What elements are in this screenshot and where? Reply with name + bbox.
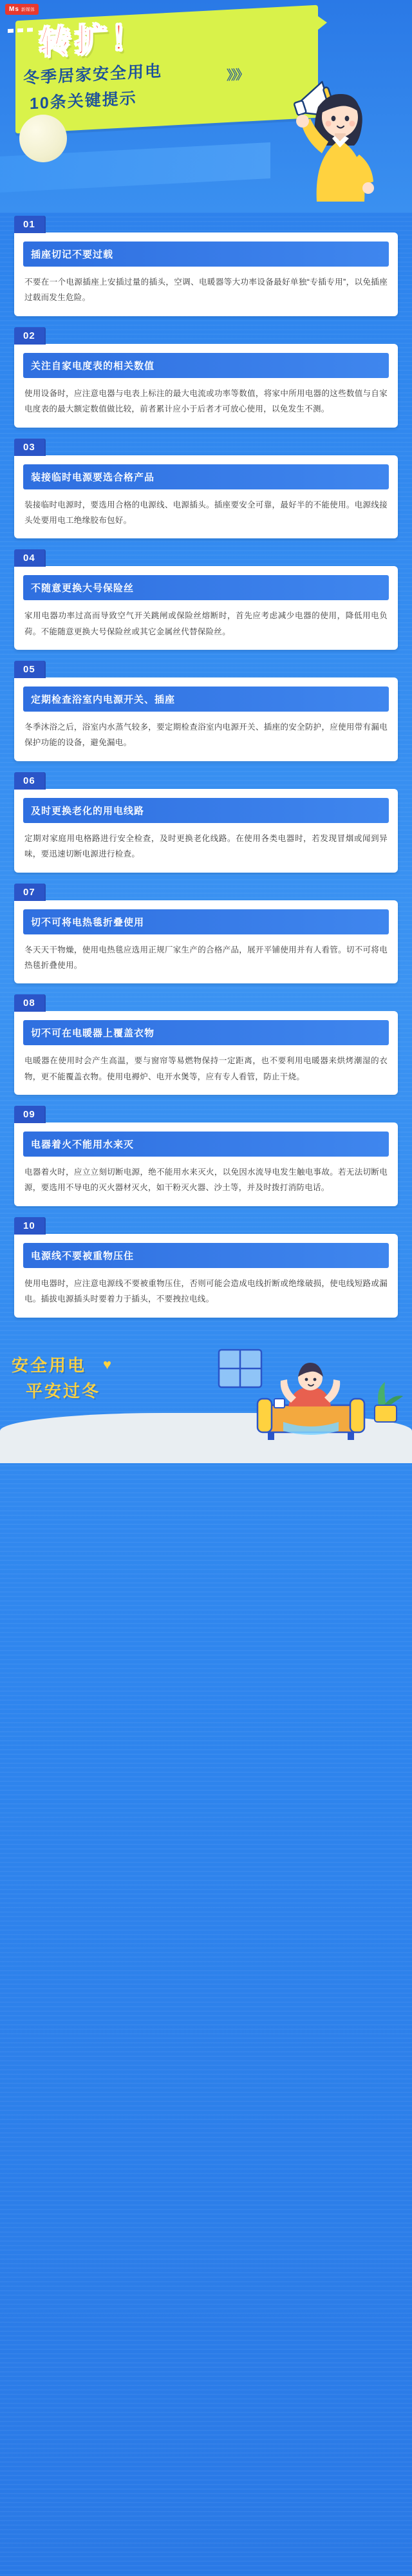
tip-card [14,1011,398,1095]
footer-slogan-line2: 平安过冬 [26,1381,101,1401]
header-circle-decoration [19,115,67,162]
poster-title: 转扩！ [39,19,147,61]
tip-heading: 及时更换老化的用电线路 [23,798,389,823]
tip-card [14,1122,398,1206]
tip-item [0,660,412,772]
tip-body-text: 定期对家庭用电格路进行安全检查，及时更换老化线路。在使用各类电器时，若发现冒烟或闻到异味，要迅速切断电源进行检查。 [24,833,388,859]
tip-card [14,1234,398,1318]
tip-item [0,327,412,438]
tip-heading: 定期检查浴室内电源开关、插座 [23,687,389,712]
heart-icon: ♥ [103,1356,112,1372]
poster-footer [0,1329,412,1463]
tip-card [14,677,398,761]
tip-card [14,232,398,316]
footer-slogan-line1: 安全用电 [12,1355,87,1375]
poster-subtitle-line1: 冬季居家安全用电 [23,62,163,88]
person-with-megaphone-illustration [278,57,400,205]
arrows-decoration: 》》》 [227,68,247,83]
tip-heading: 插座切记不要过载 [23,242,389,267]
logo-main-text: Ms [9,6,19,13]
tip-card [14,566,398,650]
tip-item [0,994,412,1105]
tip-item [0,883,412,994]
tip-number: 04 [14,549,46,567]
tip-heading: 不随意更换大号保险丝 [23,575,389,600]
tip-card [14,344,398,428]
tip-body-text: 电器着火时，应立立刻切断电源，绝不能用水来灭火，以免因水流导电发生触电事故。若无法切断电源，要选用不导电的灭火器材灭火，如干粉灭火器、沙土等，并及时拨打消防电话。 [24,1168,388,1193]
tip-number: 08 [14,994,46,1012]
tip-item [0,438,412,549]
tips-list [0,213,412,1328]
tip-number: 07 [14,884,46,901]
tip-number: 01 [14,216,46,233]
person-on-sofa-illustration [212,1346,406,1455]
tip-body-text: 电暖器在使用时会产生高温，要与窗帘等易燃物保持一定距离，也不要利用电暖器来烘烤潮湿的衣物，更不能覆盖衣物。使用电褥炉、电开水煲等，应有专人看管，防止干烧。 [24,1056,388,1081]
tip-body-text: 冬季沐浴之后，浴室内水蒸气较多，要定期检查浴室内电源开关、插座的安全防护，应使用带有漏电保护功能的设备，避免漏电。 [24,723,388,748]
tip-body-text: 装接临时电源时，要选用合格的电源线、电源插头。插座要安全可靠，最好半的不能使用。电源线接头处要用电工绝缘胶布包好。 [24,500,388,525]
tip-number: 02 [14,327,46,345]
tip-card [14,455,398,539]
logo-sub-text: 新媒体 [21,7,35,12]
tip-number: 06 [14,772,46,790]
tip-body-text: 不要在一个电源插座上安插过量的插头，空调、电暖器等大功率设备最好单独“专插专用”，以免插座过载而发生危险。 [24,278,388,303]
tip-body-text: 使用电器时，应注意电源线不要被重物压住，否则可能会造成电线折断或绝缘破损，使电线短路或漏电。插拔电源插头时要着力于插头，不要拽拉电线。 [24,1278,388,1304]
tip-body-text: 使用设备时，应注意电器与电表上标注的最大电流或功率等数值，将家中所用电器的这些数值与自家电度表的最大额定数值做比较，前者累计应小于后者才可放心使用，以免发生不测。 [24,388,388,414]
tip-number: 09 [14,1106,46,1123]
tip-heading: 切不可在电暖器上覆盖衣物 [23,1020,389,1045]
poster-header [0,0,412,213]
tip-item [0,1217,412,1328]
media-logo-badge [5,4,39,15]
tip-body-text: 冬天天干物燥，使用电热毯应选用正规厂家生产的合格产品，展开平铺使用并有人看管。切不可将电热毯折叠使用。 [24,945,388,970]
tip-heading: 关注自家电度表的相关数值 [23,353,389,378]
tip-heading: 电源线不要被重物压住 [23,1243,389,1268]
tip-item [0,1105,412,1217]
tip-number: 03 [14,439,46,456]
tip-heading: 电器着火不能用水来灭 [23,1132,389,1157]
tip-item [0,215,412,327]
tip-number: 10 [14,1217,46,1235]
tip-item [0,549,412,660]
poster-subtitle-line2: 10条关键提示 [30,89,137,113]
tip-item [0,772,412,883]
tip-card [14,789,398,873]
tip-number: 05 [14,661,46,678]
tip-body-text: 家用电器功率过高而导致空气开关跳闸或保险丝熔断时，首先应考虑减少电器的使用，降低用电负荷。不能随意更换大号保险丝或其它金属丝代替保险丝。 [24,611,388,636]
tip-card [14,900,398,984]
tip-heading: 切不可将电热毯折叠使用 [23,909,389,934]
tip-heading: 装接临时电源要选合格产品 [23,464,389,489]
